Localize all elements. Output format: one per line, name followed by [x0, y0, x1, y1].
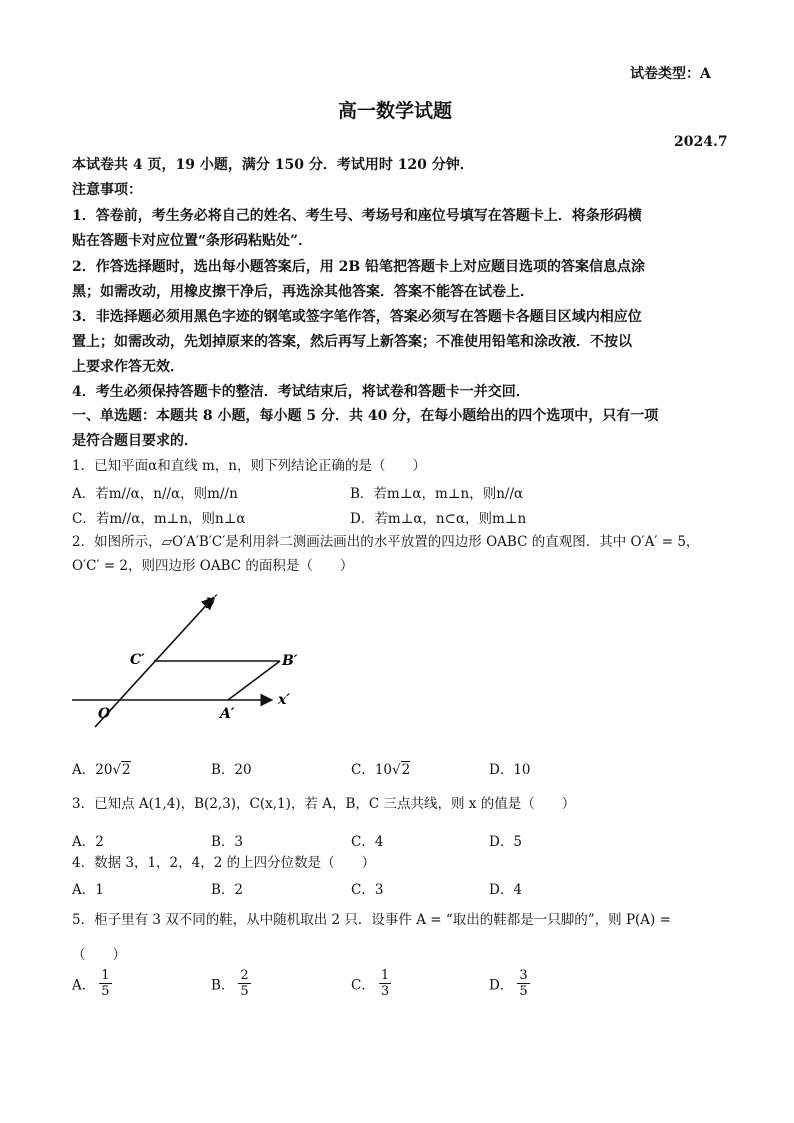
q1-option-d: D．若m⊥α，n⊂α，则m⊥n — [350, 511, 527, 527]
q2-option-c-letter: C． — [351, 762, 375, 778]
page-title: 高一数学试题 — [338, 100, 453, 122]
q5-option-d-letter: D． — [489, 977, 514, 994]
q1-option-b: B．若m⊥α，m⊥n，则n//α — [350, 486, 524, 502]
exam-date: 2024.7 — [674, 134, 728, 150]
q5-option-c-denominator: 3 — [380, 984, 390, 999]
q5-option-c-letter: C． — [351, 977, 375, 994]
q2-option-d: D．10 — [489, 762, 531, 778]
q4-option-c: C．3 — [351, 882, 384, 898]
q5-stem-line-1: 5．柜子里有 3 双不同的鞋，从中随机取出 2 只．设事件 A = “取出的鞋都是一只脚的”，则 P(A) = — [72, 912, 671, 928]
q2-option-a: A．20√2 — [72, 762, 131, 778]
note-4: 4．考生必须保持答题卡的整洁．考试结束后，将试卷和答题卡一并交回． — [72, 384, 530, 400]
q3-option-d: D．5 — [489, 834, 522, 850]
q5-option-d-denominator: 5 — [519, 984, 528, 999]
q5-option-a-letter: A． — [72, 977, 96, 994]
note-2-line-1: 2．作答选择题时，选出每小题答案后，用 2B 铅笔把答题卡上对应题目选项的答案信息点涂 — [72, 259, 646, 275]
q5-option-b — [211, 968, 251, 999]
q5-option-d-numerator: 3 — [519, 968, 528, 983]
q3-stem: 3．已知点 A(1,4)，B(2,3)，C(x,1)，若 A，B，C 三点共线，则 x 的值是（ ） — [72, 796, 576, 812]
note-3-line-2: 置上；如需改动，先划掉原来的答案，然后再写上新答案；不准使用铅笔和涂改液．不按以 — [72, 334, 632, 350]
q3-option-b: B．3 — [211, 834, 244, 850]
point-b-label: B′ — [282, 653, 298, 669]
q3-option-a: A．2 — [72, 834, 104, 850]
point-a-label: A′ — [220, 706, 235, 722]
q2-stem-line-2: O′C′ = 2，则四边形 OABC 的面积是（ ） — [72, 558, 354, 574]
segment-a-b — [228, 661, 280, 700]
q5-option-a-numerator: 1 — [101, 968, 110, 983]
q2-stem-line-1: 2．如图所示，▱O′A′B′C′是利用斜二测画法画出的水平放置的四边形 OABC 的直观图．其中 O′A′ = 5， — [72, 534, 700, 550]
q5-option-c — [351, 968, 391, 999]
notes-heading: 注意事项： — [72, 182, 142, 198]
exam-summary: 本试卷共 4 页，19 小题，满分 150 分．考试用时 120 分钟． — [72, 157, 474, 173]
q5-option-c-numerator: 1 — [380, 968, 390, 983]
paper-type: 试卷类型：A — [630, 66, 711, 82]
note-1-line-1: 1．答卷前，考生务必将自己的姓名、考生号、考场号和座位号填写在答题卡上．将条形码横 — [72, 208, 642, 224]
q5-option-a-denominator: 5 — [101, 984, 110, 999]
q5-option-b-numerator: 2 — [240, 968, 249, 983]
note-2-line-2: 黑；如需改动，用橡皮擦干净后，再选涂其他答案．答案不能答在试卷上． — [72, 284, 534, 300]
q2-option-c-radicand: 2 — [401, 762, 411, 778]
x-axis-label: x′ — [278, 692, 291, 708]
q5-option-a — [72, 968, 112, 999]
q5-option-b-denominator: 5 — [240, 984, 249, 999]
section-1-heading-line-2: 是符合题目要求的． — [72, 433, 198, 449]
q1-stem: 1．已知平面α和直线 m，n，则下列结论正确的是（ ） — [72, 458, 426, 474]
note-3-line-3: 上要求作答无效． — [72, 359, 184, 375]
q4-option-d: D．4 — [489, 882, 522, 898]
oblique-projection-figure — [70, 585, 310, 735]
q4-option-a: A．1 — [72, 882, 104, 898]
note-3-line-1: 3．非选择题必须用黑色字迹的钢笔或签字笔作答，答案必须写在答题卡各题目区域内相应位 — [72, 309, 642, 325]
q2-option-c: C．10√2 — [351, 762, 411, 778]
y-axis-label: y′ — [206, 593, 218, 609]
q3-option-c: C．4 — [351, 834, 384, 850]
q5-option-d — [489, 968, 530, 999]
q2-option-c-coef: 10 — [374, 762, 393, 778]
q1-option-c: C．若m//α，m⊥n，则n⊥α — [72, 511, 246, 527]
q1-option-a: A．若m//α，n//α，则m//n — [72, 486, 238, 502]
q5-stem-line-2: （ ） — [72, 947, 126, 963]
q2-option-a-radicand: 2 — [122, 762, 131, 778]
note-1-line-2: 贴在答题卡对应位置“条形码粘贴处”． — [72, 233, 313, 249]
q2-option-a-coef: 20 — [95, 762, 113, 778]
point-o-label: O′ — [98, 706, 114, 722]
q5-option-b-fraction — [238, 968, 250, 999]
q2-option-b: B．20 — [211, 762, 252, 778]
q5-option-b-letter: B． — [211, 977, 235, 994]
q4-option-b: B．2 — [211, 882, 244, 898]
section-1-heading-line-1: 一、单选题：本题共 8 小题，每小题 5 分．共 40 分，在每小题给出的四个选项中，只有一项 — [72, 408, 659, 424]
q5-option-a-fraction — [99, 968, 111, 999]
q5-option-c-fraction — [379, 968, 391, 999]
point-c-label: C′ — [130, 652, 145, 668]
q5-option-d-fraction — [517, 968, 529, 999]
q2-option-a-letter: A． — [72, 762, 96, 778]
q4-stem: 4．数据 3，1，2，4，2 的上四分位数是（ ） — [72, 855, 376, 871]
